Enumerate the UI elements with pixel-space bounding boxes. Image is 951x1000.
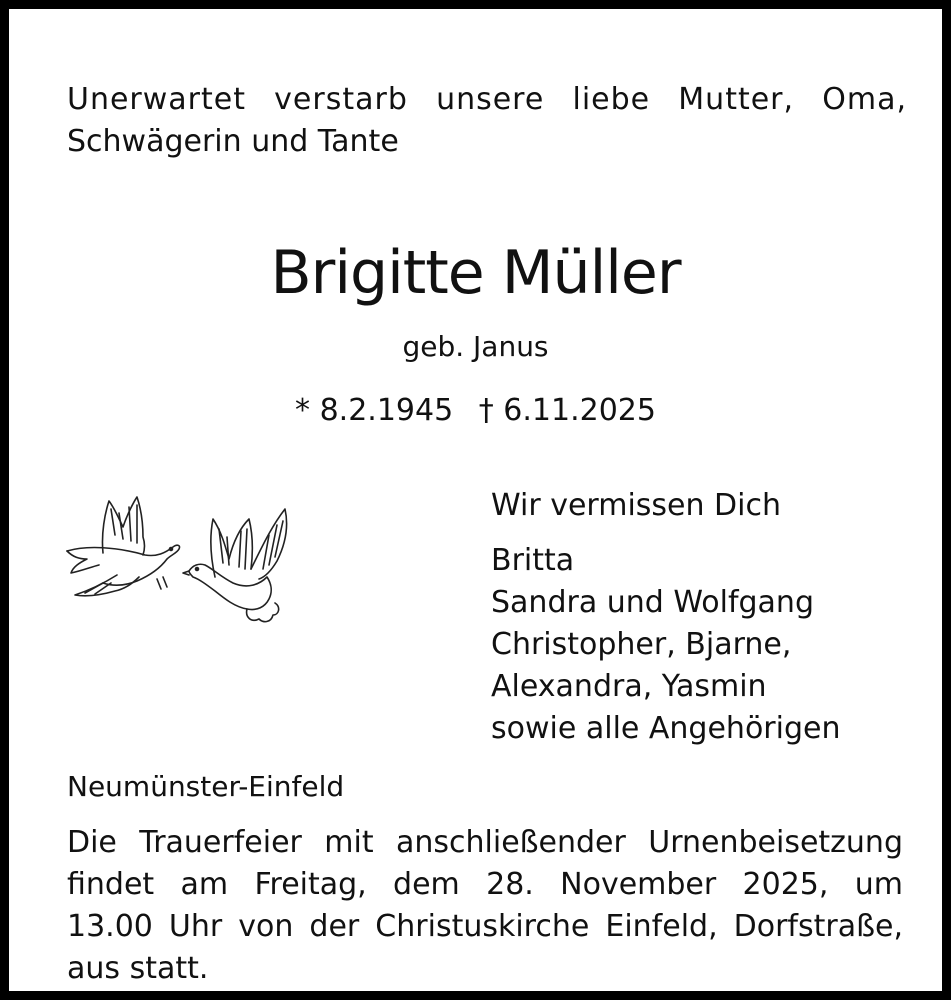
intro-line: Schwägerin und Tante — [67, 124, 399, 159]
mourner-name: Alexandra, Yasmin — [491, 669, 767, 704]
mourners-heading: Wir vermissen Dich — [491, 488, 781, 523]
mourners-list — [491, 540, 840, 750]
intro-line: Unerwartet verstarb unsere liebe Mutter, Oma, — [67, 82, 907, 117]
service-announcement — [67, 822, 903, 990]
birth-date: * 8.2.1945 — [295, 393, 454, 428]
mourner-name: Christopher, Bjarne, — [491, 627, 792, 662]
intro-text — [67, 79, 907, 163]
place-name: Neumünster-Einfeld — [67, 770, 345, 803]
maiden-name: geb. Janus — [402, 330, 549, 363]
mourner-name: sowie alle Angehörigen — [491, 711, 841, 746]
death-date: † 6.11.2025 — [478, 393, 656, 428]
deceased-name: Brigitte Müller — [270, 238, 681, 308]
doves-icon — [57, 479, 293, 624]
mourner-name: Sandra und Wolfgang — [491, 585, 814, 620]
service-line: aus statt. — [67, 951, 209, 986]
life-dates — [9, 392, 942, 430]
mourner-name: Britta — [491, 543, 575, 578]
service-line: 13.00 Uhr von der Christuskirche Einfeld, Dorfstraße, — [67, 909, 903, 944]
service-line: Die Trauerfeier mit anschließender Urnenbeisetzung — [67, 825, 903, 860]
service-line: findet am Freitag, dem 28. November 2025, um — [67, 867, 903, 902]
